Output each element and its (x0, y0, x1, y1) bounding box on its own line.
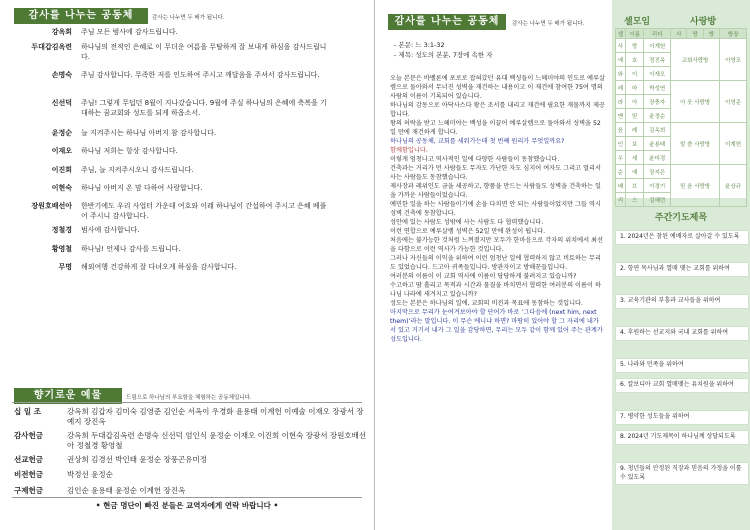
cell-name-char: 와 (616, 67, 626, 81)
cell-name-char: 리 (616, 193, 626, 207)
thanks-title: 감사를 나누는 공동체 (14, 8, 148, 24)
footer-divider (12, 497, 362, 498)
sermon-paragraph: 오늘 본문은 바벨론에 포로로 잡혀갔던 유대 백성들이 느헤미야의 인도로 예루살렘으로 돌아와서 무너진 성벽을 재건하는 내용이고 이 재건에 참여한 75여 명의 사람의 이름이 기록되어 있습니다. (390, 75, 605, 100)
cell-name-char: 예 (616, 53, 626, 67)
cell-header: 셀모임 (624, 17, 651, 27)
offering-note: 드림으로 하나님의 부요함을 체험하는 공동체입니다. (126, 395, 252, 401)
prayer-text: 7. 병약한 성도들을 위하여 (620, 413, 690, 420)
cell-name-char: 사 (616, 39, 626, 53)
cell-name-char: 레 (625, 123, 643, 137)
thanks-text: 하나님! 언제나 감사를 드립니다. (81, 245, 181, 253)
thanks-name: 황영철 (51, 245, 72, 253)
right-panel (612, 0, 750, 530)
cell-name-char: 레 (616, 81, 626, 95)
cell-name-char: 멘 (616, 109, 626, 123)
prayer-item (615, 294, 749, 309)
sermon-paragraph: 수고하고 땀 흘리고 목적과 시간과 물질을 바치면서 협력한 여러분의 이름이 하나님 나라에 새겨지고 있습니까? (390, 282, 601, 298)
thanks-name: 윤정순 (51, 129, 72, 137)
thanks-name: 무명 (58, 263, 72, 271)
room-chief: 이영준 (720, 81, 747, 123)
sermon-paragraph: 처음에는 불가능한 것처럼 느껴졌지만 모두가 한마음으로 각자의 위치에서 최선을 다함으로 이런 역사가 가능한 것입니다. (390, 237, 603, 253)
sermon-paragraph: 그러나 자신들의 이익을 위하여 이런 엄청난 일에 협력하지 않고 비토하는 무리도 있었습니다. 드고아 귀족들입니다. 방관자이고 방해꾼들입니다. (390, 255, 601, 271)
offering-names: 김인순 윤용태 윤정순 이계헌 장진옥 (67, 486, 186, 495)
cell-name-char: 배 (616, 179, 626, 193)
cell-col-head: 방장 (720, 29, 747, 39)
cell-table (615, 28, 747, 204)
cell-name-char: 호 (625, 53, 643, 67)
prayer-item (615, 462, 749, 485)
sermon-title: 감사를 나누는 공동체 (388, 14, 506, 30)
cell-leader: 이경기 (644, 179, 671, 193)
cell-col-head: 사 (671, 29, 687, 39)
sermon-paragraph: 하나님의 감동으로 아닥사스다 왕은 조서를 내리고 재건에 필요한 재물까지 제공합니다. (390, 102, 605, 118)
love-room: 믿 음 사랑방 (671, 165, 720, 207)
cell-name-char: 믿 (625, 109, 643, 123)
sermon-subject: - 제목: 성도의 본분, 7장에 속한 자 (394, 51, 493, 59)
prayer-item (615, 410, 749, 425)
thanks-text: 주님, 늘 지켜주시오니 감사드립니다. (81, 166, 194, 174)
sermon-paragraph: 함께함입니다. (390, 147, 428, 154)
cell-leader: 윤미경 (644, 151, 671, 165)
prayer-text: 1. 2024년은 참된 예배자로 살아갈 수 있도록 (620, 233, 740, 240)
sermon-paragraph: 이런 연합으로 예루살렘 성벽은 52일 만에 완성이 됩니다. (390, 228, 546, 235)
thanks-name: 정철경 (51, 226, 72, 234)
prayer-text: 2. 항연 목사님과 열매 맺는 교회를 위하여 (620, 265, 730, 272)
thanks-name: 강옥희 (51, 28, 72, 36)
thanks-text: 늘 지켜주시는 하나님 아버지 참 감사합니다. (81, 129, 217, 137)
room-chief: 윤상규 (720, 165, 747, 207)
cell-col-head: 이름 (625, 29, 643, 39)
thanks-text: 해외여행 건강하게 잘 다녀오게 하심을 감사합니다. (81, 263, 237, 271)
cell-name-char: 랑 (625, 39, 643, 53)
cell-col-head: 방 (703, 29, 719, 39)
prayer-item (615, 326, 749, 341)
prayer-item (615, 378, 749, 393)
prayer-item (615, 430, 749, 445)
cell-leader: 김혜련 (644, 193, 671, 207)
cell-leader: 윤용태 (644, 137, 671, 151)
thanks-text: 범사에 감사합니다. (81, 226, 140, 234)
love-room: 말 씀 사랑방 (671, 123, 720, 165)
cell-name-char: 라 (616, 95, 626, 109)
sermon-body (390, 74, 606, 344)
cell-col-head: 리더 (644, 29, 671, 39)
cell-leader: 김옥희 (644, 123, 671, 137)
thanks-name: 이재오 (51, 147, 72, 155)
prayer-text: 9. 청년들의 안정된 직장과 믿음의 가정을 이룰 수 있도록 (620, 465, 742, 481)
thanks-text: 주님! 그렇게 무덥던 8월이 지나갔습니다. 9월에 주실 하나님의 은혜에 축복을 기대하는 꿈교회와 성도를 되게 하옵소서. (81, 99, 327, 117)
sermon-paragraph: 건축과는 거리가 먼 사람들도 무자도 가난한 자도 심지어 여자도 그리고 멀리서 사는 사람들도 동참했습니다. (390, 165, 601, 181)
cell-name-char: 세 (625, 151, 643, 165)
cell-name-char: 이 (625, 67, 643, 81)
thanks-name: 신선덕 (51, 99, 72, 107)
sermon-note: 감사는 나누면 두 배가 됩니다. (512, 21, 585, 27)
cell-leader: 장지은 (644, 165, 671, 179)
cell-leader: 윤정순 (644, 109, 671, 123)
prayer-text: 4. 후원하는 선교지와 국내 교회를 위하여 (620, 329, 728, 336)
thanks-name: 손명숙 (51, 71, 72, 79)
sermon-passage: - 본문: 느 3:1-32 (394, 41, 445, 49)
page-divider (374, 0, 375, 530)
prayer-text: 3. 교육기관의 부흥과 교사들을 위하여 (620, 297, 721, 304)
sermon-paragraph: 여러분의 이름이 이 교회 역사에 이름이 당당하게 불려지고 있습니까? (390, 273, 577, 280)
offering-category: 비전헌금 (14, 470, 43, 479)
prayer-text: 8. 2024년 기도제목이 하나님께 상달되도록 (620, 433, 736, 440)
offering-names: 강옥희 두대갑김옥련 손명숙 신선덕 엄인식 윤정순 이재오 이진희 이현숙 장광서 장원호배선아 정철경 황영철 (67, 431, 367, 450)
prayer-title: 주간기도제목 (654, 213, 708, 223)
sermon-paragraph: 마지막으로 무리가 눈여겨보아야 할 단어가 바로 ‘그다음에 (next him, next them)’라는 말입니다. 이 무슨 에니냐 하면? 마땅히 있어야 할 그 자리에 내가 서 있고 거기서 내가 그 일을 감당하면, 무리는 모두 같이 함께 있어 주는 관계가 성도입니다. (390, 309, 603, 343)
cell-leader: 이계헌 (644, 39, 671, 53)
prayer-text: 5. 나라와 민족을 위하여 (620, 361, 684, 368)
cell-col-head: 셀 (616, 29, 626, 39)
thanks-text: 하나님 저희는 항상 감사합니다. (81, 147, 178, 155)
sermon-paragraph: 제사장과 레위인도 금을 세공하고, 향품을 만드는 사람들도 성벽을 건축하는 일을 가까운 사람들이었습니다. (390, 183, 601, 199)
cell-leader: 정진옥 (644, 53, 671, 67)
thanks-name: 장원호배선아 (31, 202, 72, 210)
thanks-text: 한반기에도 우리 사업터 가운데 여호와 이레 하나님이 간섭하여 주시고 은혜 베풀어 주시니 감사합니다. (81, 202, 327, 220)
sermon-paragraph: 왕의 허락을 받고 느헤미야는 백성을 이끌어 예루살렘으로 돌아와서 성벽을 52일 만에 재건하게 합니다. (390, 120, 601, 136)
cell-name-char: 브 (625, 179, 643, 193)
prayer-text: 6. 칼보디아 교회 열매맺는 유치원을 위하여 (620, 381, 734, 388)
cell-leader: 장충자 (644, 95, 671, 109)
sermon-paragraph: 이렇게 엄청나고 역사적인 일에 다양한 사람들이 동참했습니다. (390, 156, 560, 163)
prayer-item (615, 358, 749, 373)
thanks-text: 주님 모든 범사에 감사드립니다. (81, 28, 178, 36)
cell-name-char: 음 (616, 123, 626, 137)
cell-name-char: 우 (616, 151, 626, 165)
thanks-text: 하나님 아버지 온 맘 다하여 사랑합니다. (81, 184, 203, 192)
left-panel (0, 0, 370, 530)
thanks-name: 이현숙 (51, 184, 72, 192)
offering-names: 박정선 윤정순 (67, 470, 113, 479)
cell-name-char: 보 (625, 137, 643, 151)
cell-name-char: 예 (625, 165, 643, 179)
cell-name-char: 아 (625, 95, 643, 109)
cell-grid (615, 28, 747, 207)
cell-leader: 이재오 (644, 67, 671, 81)
offering-divider (12, 402, 362, 403)
offering-names: 강옥희 김갑자 김미숙 김영준 김인순 서옥이 우경화 윤용태 이계헌 이예술 이재오 장광서 장예지 장진옥 (67, 407, 364, 426)
sermon-paragraph: 예민한 일을 하는 사람들이기에 손을 다치면 안 되는 사람들이었지만 그들 역시 성벽 건축에 동참합니다. (390, 201, 601, 217)
cell-leader: 박성연 (644, 81, 671, 95)
offering-category: 선교헌금 (14, 455, 43, 464)
cell-name-char: 인 (616, 137, 626, 151)
cell-col-head: 랑 (687, 29, 703, 39)
love-header: 사랑방 (690, 17, 717, 27)
offering-names: 권상희 김경선 박인태 윤정순 장풍곤유미정 (67, 455, 207, 464)
thanks-name: 두대갑김옥련 (31, 43, 72, 51)
thanks-text: 하나님의 전적인 은혜로 이 무더운 여름을 무탈하게 잘 보내게 하심을 감사드립니다. (81, 43, 327, 61)
thanks-name: 이진희 (51, 166, 72, 174)
prayer-item (615, 262, 749, 277)
sermon-meta (394, 40, 492, 60)
prayer-item (615, 230, 749, 245)
love-room: 교회사랑방 (671, 39, 720, 81)
love-room: 아 웃 사랑방 (671, 81, 720, 123)
sermon-paragraph: 하나님의 공동체, 교회를 세워가는데 첫 번째 원리가 무엇일까요? (390, 138, 565, 145)
offering-category: 구제헌금 (14, 486, 43, 495)
cell-name-char: 마 (625, 81, 643, 95)
sermon-paragraph: 성안에 있는 사람도 성밖에 사는 사람도 다 협력했습니다. (390, 219, 544, 226)
cell-name-char: 순 (616, 165, 626, 179)
sermon-paragraph: 성도는 본분은 하나님의 일에, 교회의 비전과 목표에 동참하는 것입니다. (390, 300, 584, 307)
thanks-text: 주님 감사합니다. 무족한 저를 인도하여 주시고 깨달음을 주셔서 감사드립니다. (81, 71, 320, 79)
thanks-note: 감사는 나누면 두 배가 됩니다. (152, 15, 225, 21)
offering-footer: • 현금 명단이 빠진 분들은 교역자에게 연락 바랍니다 • (95, 501, 279, 510)
offering-category: 십 일 조 (14, 407, 41, 416)
cell-name-char: 스 (625, 193, 643, 207)
offering-title: 향기로운 예물 (14, 388, 122, 404)
room-chief: 이영조 (720, 39, 747, 81)
offering-category: 감사헌금 (14, 431, 43, 440)
room-chief: 이계헌 (720, 123, 747, 165)
